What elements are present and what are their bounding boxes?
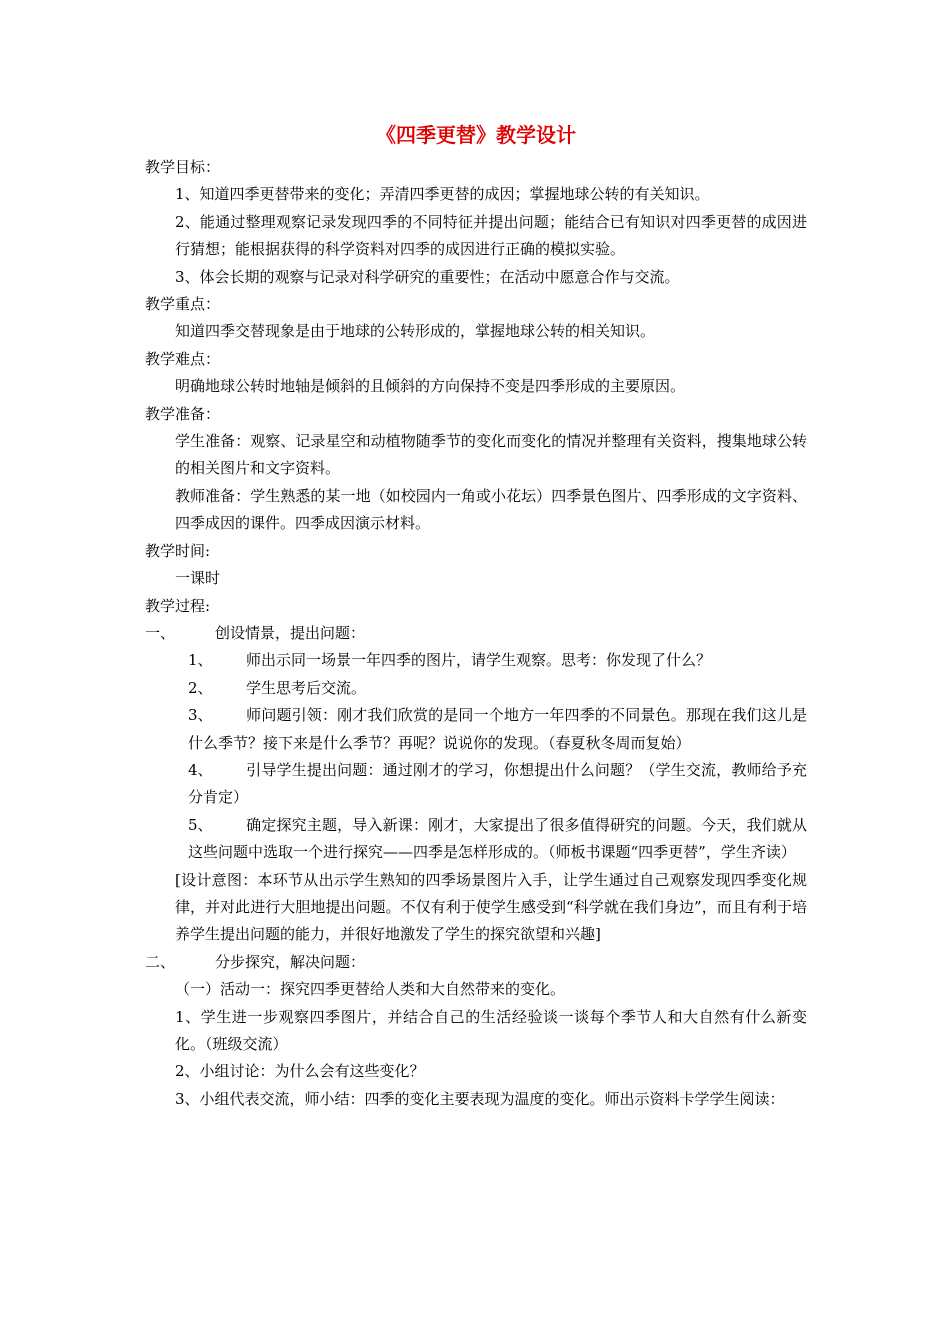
step-item [145, 647, 807, 674]
step-text: 师出示同一场景一年四季的图片，请学生观察。思考：你发现了什么？ [246, 651, 712, 670]
activity-step: 2、小组讨论：为什么会有这些变化？ [175, 1062, 425, 1081]
step-number: 5、 [188, 815, 213, 834]
prep-heading: 教学准备： [145, 404, 221, 423]
goals-heading: 教学目标： [145, 158, 221, 176]
design-intent: [设计意图：本环节从出示学生熟知的四季场景图片入手，让学生通过自己观察发现四季变化规律，并对此进行大胆地提出问题。不仅有利于使学生感受到“科学就在我们身边”，而且有利于培养学生提出问题的能力，并很好地激发了学生的探究欲望和兴趣] [175, 870, 807, 944]
document-title: 《四季更替》教学设计 [376, 123, 576, 147]
activity-heading: （一）活动一：探究四季更替给人类和大自然带来的变化。 [175, 980, 566, 999]
goal-item: 1、知道四季更替带来的变化；弄清四季更替的成因；掌握地球公转的有关知识。 [175, 185, 710, 204]
step-item [145, 812, 807, 867]
step-text: 确定探究主题，导入新课：刚才，大家提出了很多值得研究的问题。今天，我们就从这些问题中选取一个进行探究——四季是怎样形成的。（师板书课题“四季更替”，学生齐读） [188, 815, 807, 862]
step-item [145, 675, 807, 702]
step-text: 学生思考后交流。 [246, 678, 367, 697]
process-heading: 教学过程: [145, 596, 211, 615]
document-page [145, 116, 807, 1113]
prep-teacher: 教师准备：学生熟悉的某一地（如校园内一角或小花坛）四季景色图片、四季形成的文字资料、四季成因的课件。四季成因演示材料。 [175, 486, 807, 533]
step-number: 1、 [188, 651, 213, 670]
section-number: 一、 [145, 623, 176, 642]
step-number: 2、 [188, 678, 213, 697]
time-heading: 教学时间: [145, 541, 211, 560]
time-value: 一课时 [175, 569, 221, 588]
step-number: 3、 [188, 706, 213, 725]
key-point: 知道四季交替现象是由于地球的公转形成的，掌握地球公转的相关知识。 [175, 322, 656, 341]
step-item [145, 757, 807, 812]
step-text: 师问题引领：刚才我们欣赏的是同一个地方一年四季的不同景色。那现在我们这儿是什么季节？接下来是什么季节？再呢？说说你的发现。（春夏秋冬周而复始） [188, 706, 807, 752]
step-item [145, 702, 807, 757]
goal-item: 2、能通过整理观察记录发现四季的不同特征并提出问题；能结合已有知识对四季更替的成因进行猜想；能根据获得的科学资料对四季的成因进行正确的模拟实验。 [175, 212, 807, 259]
difficulty-point: 明确地球公转时地轴是倾斜的且倾斜的方向保持不变是四季形成的主要原因。 [175, 377, 686, 396]
activity-step: 1、学生进一步观察四季图片，并结合自己的生活经验谈一谈每个季节人和大自然有什么新变化。（班级交流） [175, 1007, 807, 1053]
difficulty-heading: 教学难点： [145, 349, 221, 368]
section-heading [145, 620, 807, 647]
section-title: 分步探究，解决问题： [215, 952, 366, 971]
key-heading: 教学重点： [145, 295, 221, 314]
prep-student: 学生准备：观察、记录星空和动植物随季节的变化而变化的情况并整理有关资料，搜集地球公转的相关图片和文字资料。 [175, 432, 807, 478]
section-title: 创设情景，提出问题： [215, 623, 366, 642]
section-number: 二、 [145, 952, 176, 971]
step-text: 引导学生提出问题：通过刚才的学习，你想提出什么问题？（学生交流，教师给予充分肯定） [188, 760, 807, 807]
goal-item: 3、体会长期的观察与记录对科学研究的重要性；在活动中愿意合作与交流。 [175, 267, 680, 286]
activity-step: 3、小组代表交流，师小结：四季的变化主要表现为温度的变化。师出示资料卡学学生阅读： [175, 1089, 785, 1108]
step-number: 4、 [188, 760, 213, 779]
section-heading [145, 949, 807, 976]
